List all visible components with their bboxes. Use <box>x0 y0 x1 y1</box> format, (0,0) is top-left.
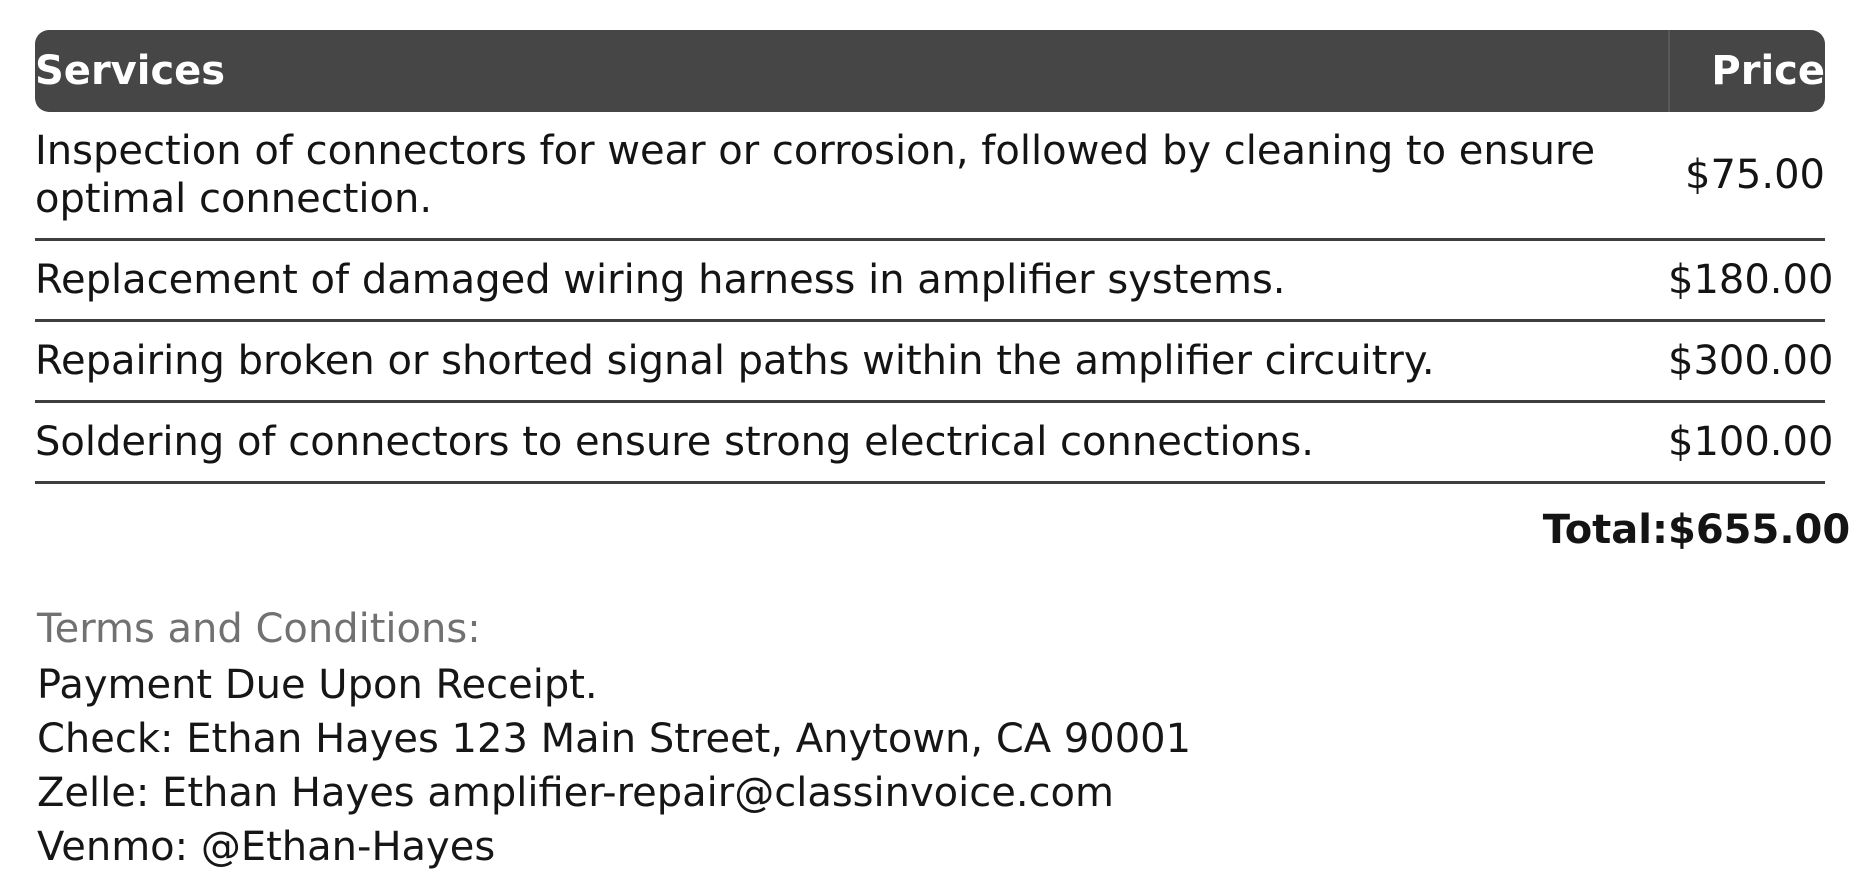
total-value: $655.00 <box>1668 507 1851 553</box>
table-row <box>35 241 1825 322</box>
terms-line-zelle: Zelle: Ethan Hayes amplifier-repair@classinvoice.com <box>37 770 1114 816</box>
total-label: Total: <box>1542 507 1668 553</box>
header-row <box>35 30 1825 112</box>
service-price: $100.00 <box>1668 403 1825 484</box>
service-description: Repairing broken or shorted signal paths within the amplifier circuitry. <box>35 322 1668 403</box>
table-row <box>35 403 1825 484</box>
table-row <box>35 112 1825 241</box>
price-column-header: Price <box>1668 30 1825 112</box>
services-table <box>35 30 1851 566</box>
service-price: $180.00 <box>1668 241 1825 322</box>
terms-line-payment: Payment Due Upon Receipt. <box>37 662 598 708</box>
service-description: Inspection of connectors for wear or corrosion, followed by cleaning to ensure optimal connection. <box>35 112 1668 241</box>
service-description: Replacement of damaged wiring harness in amplifier systems. <box>35 241 1668 322</box>
services-column-header: Services <box>35 30 1668 112</box>
total-row <box>35 484 1825 566</box>
terms-heading: Terms and Conditions: <box>37 606 481 652</box>
terms-section <box>37 602 1868 870</box>
service-price: $300.00 <box>1668 322 1825 403</box>
terms-line-check: Check: Ethan Hayes 123 Main Street, Anytown, CA 90001 <box>37 716 1192 762</box>
service-price: $75.00 <box>1668 112 1825 241</box>
terms-line-venmo: Venmo: @Ethan-Hayes <box>37 824 496 870</box>
service-description: Soldering of connectors to ensure strong electrical connections. <box>35 403 1668 484</box>
services-table-header <box>35 30 1825 112</box>
table-row <box>35 322 1825 403</box>
